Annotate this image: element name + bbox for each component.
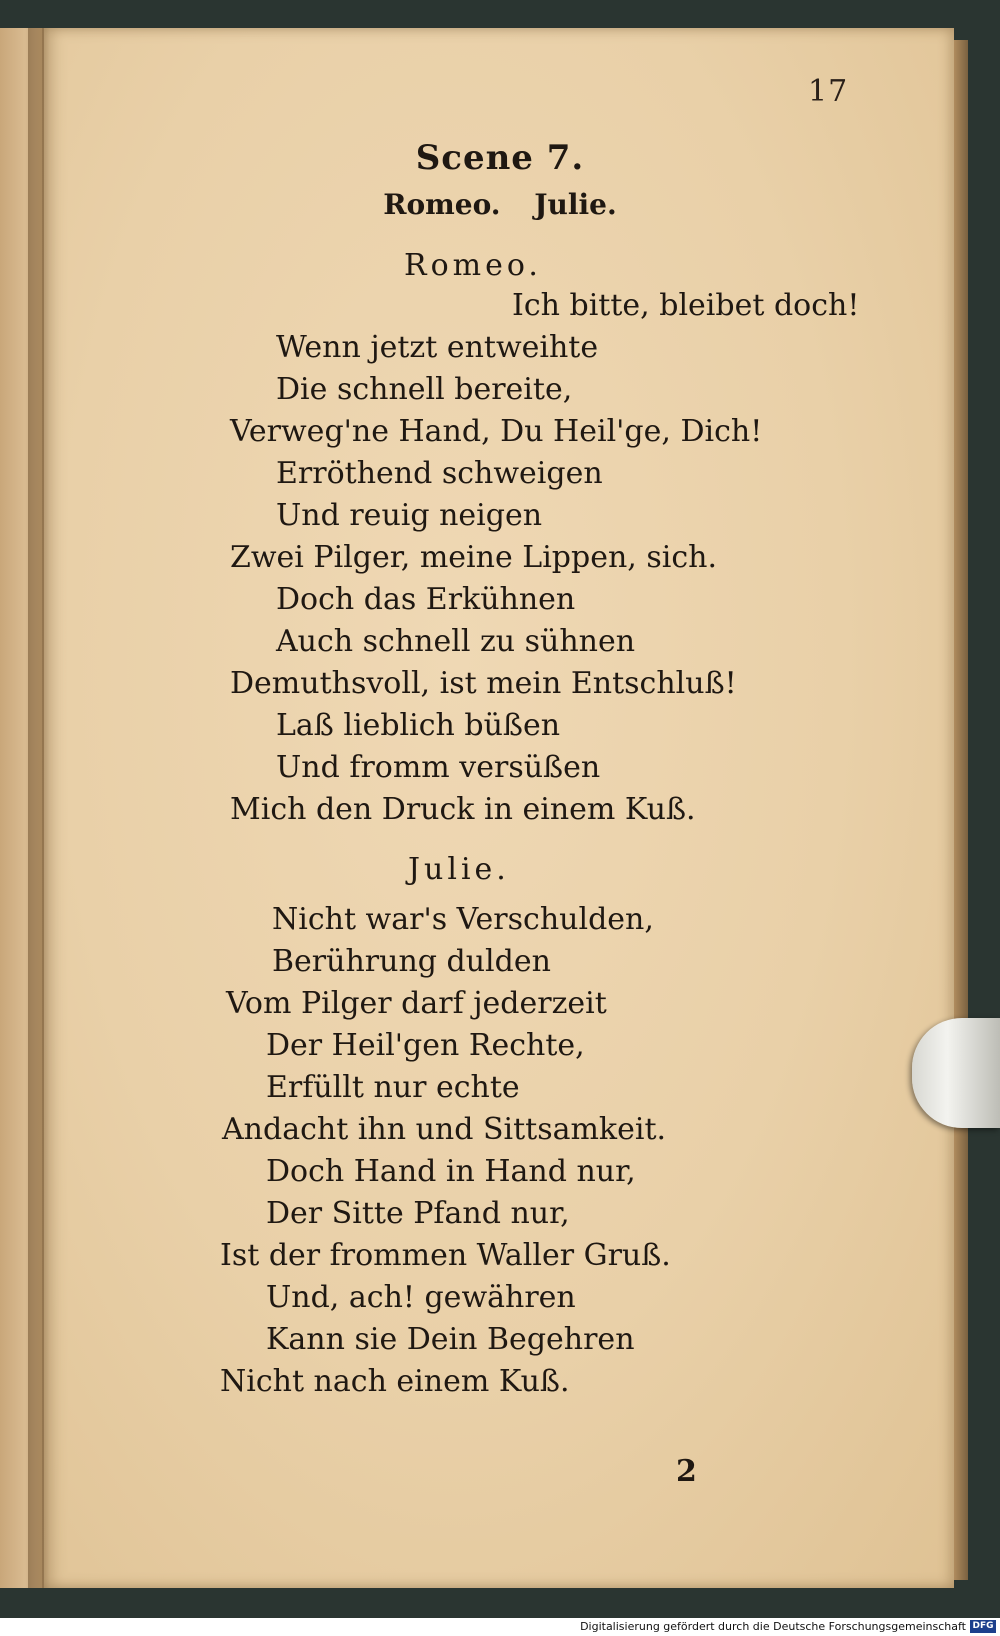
verse-line: Ich bitte, bleibet doch! bbox=[512, 288, 860, 323]
page-clip bbox=[912, 1018, 1000, 1128]
verse-line: Doch Hand in Hand nur, bbox=[266, 1154, 636, 1189]
verse-line: Verweg'ne Hand, Du Heil'ge, Dich! bbox=[230, 414, 763, 449]
verse-line: Zwei Pilger, meine Lippen, sich. bbox=[230, 540, 717, 575]
verse-line: Auch schnell zu sühnen bbox=[276, 624, 636, 659]
verse-line: Nicht war's Verschulden, bbox=[272, 902, 654, 937]
verse-line: Und reuig neigen bbox=[276, 498, 543, 533]
verse-line: Erröthend schweigen bbox=[276, 456, 603, 491]
page-gutter-shadow bbox=[28, 28, 50, 1588]
verse-line: Berührung dulden bbox=[272, 944, 551, 979]
verse-line: Mich den Druck in einem Kuß. bbox=[230, 792, 696, 827]
dfg-logo: DFG bbox=[970, 1620, 996, 1633]
verse-line: Der Heil'gen Rechte, bbox=[266, 1028, 585, 1063]
verse-line: Die schnell bereite, bbox=[276, 372, 573, 407]
verse-line: Demuthsvoll, ist mein Entschluß! bbox=[230, 666, 737, 701]
page-fore-edge bbox=[954, 40, 968, 1580]
scene-title: Scene 7. bbox=[415, 138, 585, 178]
verse-line: Und fromm versüßen bbox=[276, 750, 601, 785]
speaker-julie: Julie. bbox=[408, 852, 510, 887]
verse-line: Erfüllt nur echte bbox=[266, 1070, 520, 1105]
speaker-romeo: Romeo. bbox=[404, 248, 542, 283]
verse-line: Laß lieblich büßen bbox=[276, 708, 561, 743]
verse-line: Nicht nach einem Kuß. bbox=[220, 1364, 570, 1399]
verse-line: Andacht ihn und Sittsamkeit. bbox=[222, 1112, 667, 1147]
signature-mark: 2 bbox=[676, 1454, 697, 1489]
cast-list: Romeo. Julie. bbox=[383, 188, 617, 221]
verse-line: Ist der frommen Waller Gruß. bbox=[220, 1238, 671, 1273]
verse-line: Wenn jetzt entweihte bbox=[276, 330, 599, 365]
verse-line: Und, ach! gewähren bbox=[266, 1280, 576, 1315]
footer-credit: Digitalisierung gefördert durch die Deutsche Forschungsgemeinschaft bbox=[580, 1620, 966, 1633]
verse-line: Der Sitte Pfand nur, bbox=[266, 1196, 570, 1231]
verse-line: Doch das Erkühnen bbox=[276, 582, 576, 617]
verse-line: Vom Pilger darf jederzeit bbox=[226, 986, 607, 1021]
page-number: 17 bbox=[808, 74, 849, 109]
verse-line: Kann sie Dein Begehren bbox=[266, 1322, 635, 1357]
